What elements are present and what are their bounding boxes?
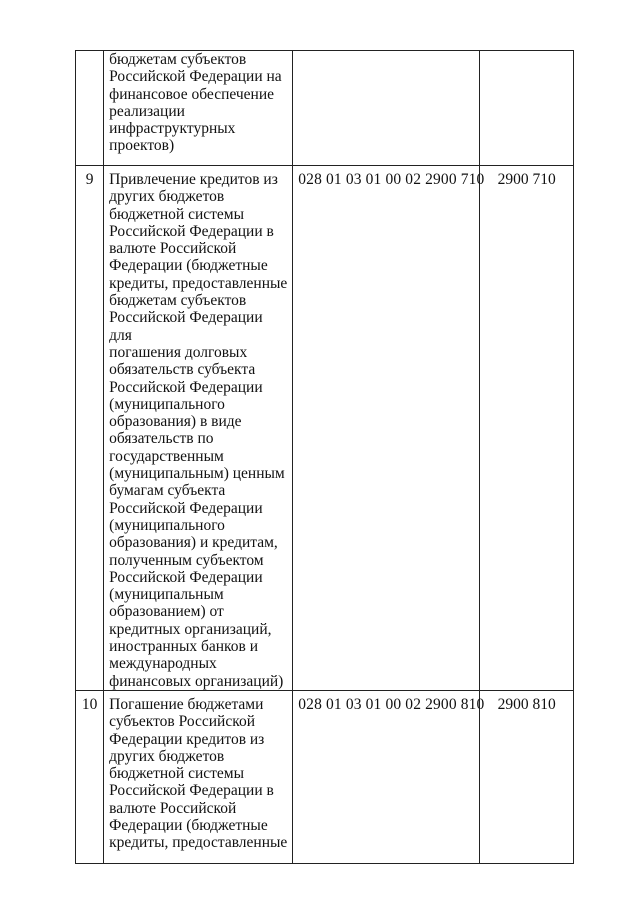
row-name-cell (104, 51, 293, 166)
row-name: Погашение бюджетами субъектов Российской Федерации кредитов из других бюджетов бюджетной системы Российской Федерации в валюте Российской Федерации (бюджетные кредиты, предоставленные (109, 695, 288, 852)
row-amount: 2900 810 (497, 695, 556, 713)
table-row (76, 166, 574, 691)
row-amount-cell (480, 690, 574, 863)
row-number: 9 (85, 171, 94, 188)
row-code-cell (293, 166, 485, 691)
row-number (76, 51, 103, 56)
row-name: Привлечение кредитов из других бюджетов бюджетной системы Российской Федерации в валюте Российской Федерации (бюджетные кредиты, предоставленные бюджетам субъектов Российской Федерации для погашения долговых обязательств субъекта Российской Федерации (муниципального образования) в виде обязательств по государственным (муниципальным) ценным бумагам субъекта Российской Федерации (муниципального образования) и кредитам, полученным субъектом Российской Федерации (муниципальным образованием) от кредитных организаций, иностранных банков и международных финансовых организаций) (109, 171, 288, 690)
row-code-cell (293, 690, 485, 863)
table-row (76, 690, 574, 863)
row-amount-cell (480, 51, 574, 166)
row-number: 10 (81, 695, 98, 713)
row-code-cell (293, 51, 480, 166)
budget-sources-table (75, 50, 574, 864)
row-amount-cell (480, 166, 574, 691)
row-code: 028 01 03 01 00 02 2900 810 (298, 695, 485, 713)
row-code: 028 01 03 01 00 02 2900 710 (298, 171, 485, 188)
row-amount: 2900 710 (497, 171, 556, 188)
row-number-cell (76, 166, 104, 691)
row-name-cell (104, 166, 293, 691)
row-amount (480, 51, 573, 56)
row-code (293, 51, 479, 56)
row-number-cell (76, 690, 104, 863)
row-name-cell (104, 690, 293, 863)
row-number-cell (76, 51, 104, 166)
row-name: бюджетам субъектов Российской Федерации на финансовое обеспечение реализации инфраструктурных проектов) (109, 51, 282, 155)
table-row (76, 51, 574, 166)
